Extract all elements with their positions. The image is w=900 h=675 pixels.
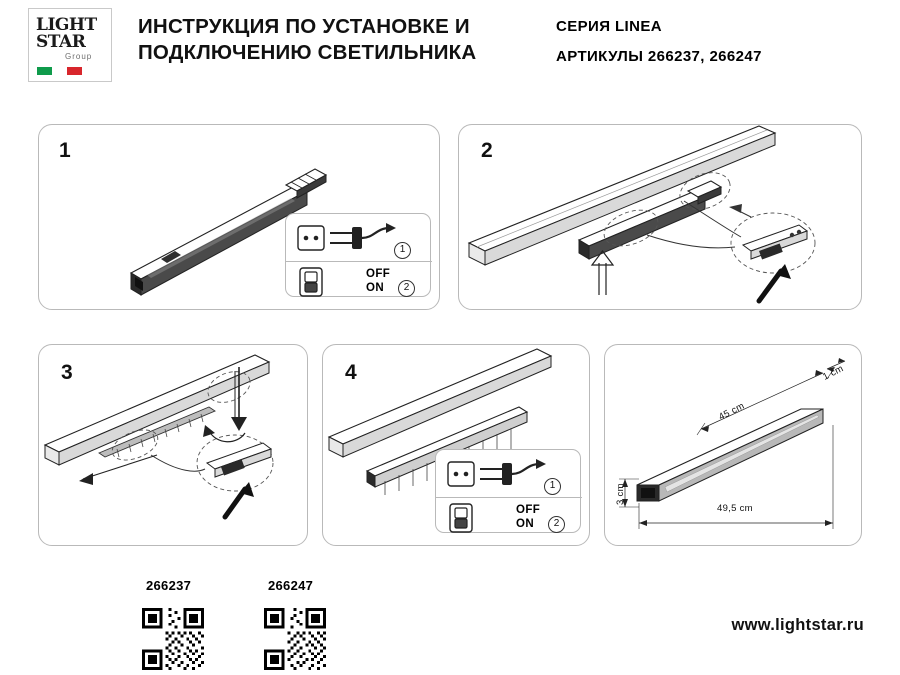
switch-on-label: ON	[516, 518, 535, 530]
articles-label: АРТИКУЛЫ 266237, 266247	[556, 48, 762, 65]
marker-1: 1	[394, 242, 411, 259]
dimension-length-bottom: 49,5 cm	[717, 503, 753, 514]
qr-label-266247: 266247	[268, 578, 314, 593]
marker-2: 2	[398, 280, 415, 297]
inset-divider	[286, 261, 432, 262]
series-label: СЕРИЯ LINEA	[556, 18, 662, 35]
dimension-height: 3 cm	[615, 483, 626, 505]
qr-code-266247[interactable]	[264, 608, 326, 670]
page-title: ИНСТРУКЦИЯ ПО УСТАНОВКЕ И ПОДКЛЮЧЕНИЮ СВЕТИЛЬНИКА	[138, 15, 477, 64]
website-link[interactable]: www.lightstar.ru	[731, 616, 864, 634]
marker-1: 1	[544, 478, 561, 495]
socket-plug-icon	[286, 214, 432, 262]
step-1-number: 1	[59, 139, 71, 162]
switch-on-label: ON	[366, 282, 385, 294]
switch-off-label: OFF	[516, 504, 541, 516]
qr-code-266237[interactable]	[142, 608, 204, 670]
step-1-electric-inset	[285, 213, 431, 297]
step-2-illustration	[459, 125, 862, 310]
step-2-panel	[458, 124, 862, 310]
brand-logo	[28, 8, 112, 82]
socket-plug-icon	[436, 450, 582, 498]
logo-text-light: LIGHT	[36, 15, 97, 35]
qr-label-266237: 266237	[146, 578, 192, 593]
logo-text-star: STAR	[36, 32, 86, 52]
step-4-number: 4	[345, 361, 357, 384]
dimension-length-top: 45 cm	[717, 400, 747, 423]
step-2-number: 2	[481, 139, 493, 162]
step-1-panel	[38, 124, 440, 310]
step-3-illustration	[39, 345, 308, 546]
italy-flag-icon	[37, 67, 82, 75]
switch-off-label: OFF	[366, 268, 391, 280]
step-4-electric-inset	[435, 449, 581, 533]
inset-divider	[436, 497, 582, 498]
step-4-panel	[322, 344, 590, 546]
marker-2: 2	[548, 516, 565, 533]
dimension-depth: 1 cm	[821, 363, 846, 383]
dimensions-panel	[604, 344, 862, 546]
document-header	[0, 0, 900, 96]
step-3-number: 3	[61, 361, 73, 384]
step-3-panel	[38, 344, 308, 546]
logo-text-group: Group	[65, 52, 93, 61]
